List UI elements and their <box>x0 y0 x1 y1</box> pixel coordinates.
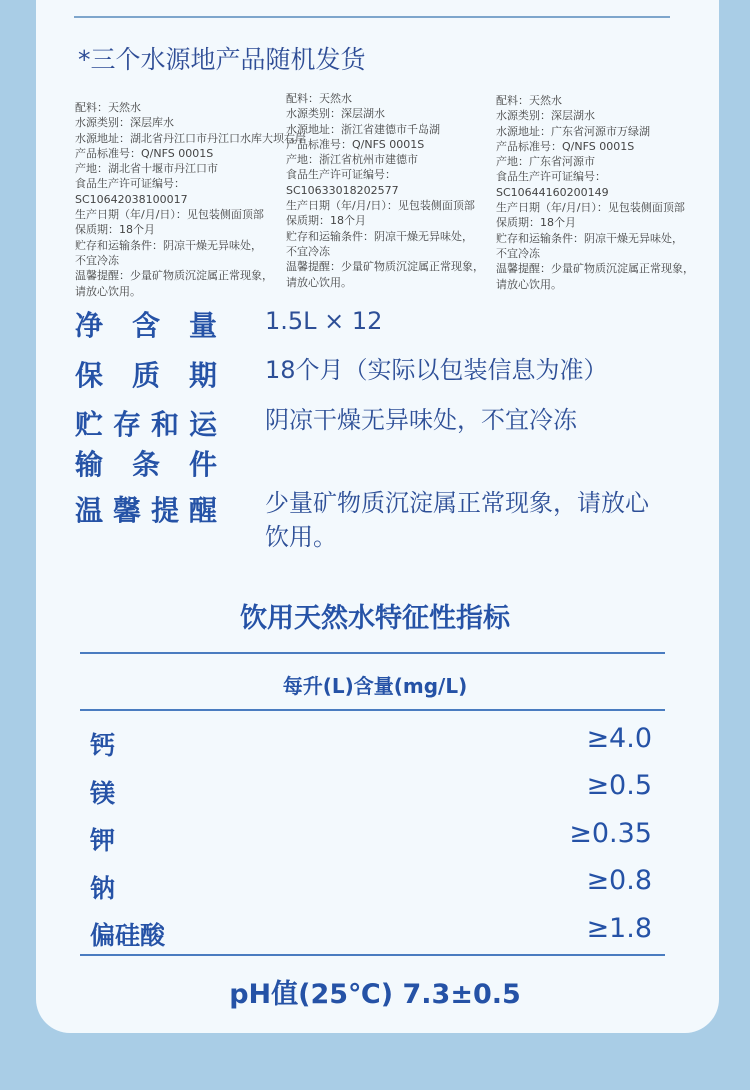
label-char: 贮 <box>75 408 104 441</box>
ph-value: pH值(25℃) 7.3±0.5 <box>229 979 521 1010</box>
shelf-life-label <box>75 354 217 394</box>
label-char: 存 <box>112 408 141 441</box>
table-header-rule <box>80 709 665 711</box>
label-char: 保 <box>75 359 104 392</box>
tip-label <box>75 489 217 529</box>
net-content-label <box>75 304 217 344</box>
label-char: 醒 <box>188 494 217 527</box>
label-char: 运 <box>188 408 217 441</box>
label-char: 件 <box>188 448 217 481</box>
table-bottom-rule <box>80 954 665 956</box>
shelf-life-value: 18个月（实际以包装信息为准） <box>265 356 608 384</box>
label-char: 和 <box>150 408 179 441</box>
mineral-calcium-label: 钙 <box>90 731 116 760</box>
source-label-danjiangkou: 配料：天然水 水源类别：深层库水 水源地址：湖北省丹江口市丹江口水库大坝右岸 产品标准号：Q/NFS 0001S 产地：湖北省十堰市丹江口市 食品生产许可证编号： SC10642038100017 生产日期（年/月/日）：见包装侧面顶部 保质期：18个月 贮存和运输条件：阴凉干燥无异味处， 不宜冷冻 温馨提醒：少量矿物质沉淀属正常现象， 请放心饮用。 <box>75 101 306 298</box>
tip-value-line: 饮用。 <box>265 523 337 551</box>
top-divider <box>74 16 670 18</box>
mineral-sodium-value: ≥0.8 <box>586 865 652 896</box>
label-char: 含 <box>131 309 160 342</box>
label-char: 质 <box>131 359 160 392</box>
mineral-magnesium-label: 镁 <box>90 779 116 808</box>
table-top-rule <box>80 652 665 654</box>
label-char: 提 <box>150 494 179 527</box>
label-char: 输 <box>75 448 104 481</box>
mineral-calcium-value: ≥4.0 <box>586 723 652 754</box>
mineral-metasilicic-acid-label: 偏硅酸 <box>90 921 166 950</box>
tip-value <box>265 486 649 554</box>
label-char: 量 <box>188 309 217 342</box>
storage-label <box>75 403 217 483</box>
source-label-wanlvhu: 配料：天然水 水源类别：深层湖水 水源地址：广东省河源市万绿湖 产品标准号：Q/NFS 0001S 产地：广东省河源市 食品生产许可证编号： SC10644160200149 生产日期（年/月/日）：见包装侧面顶部 保质期：18个月 贮存和运输条件：阴凉干燥无异味处， 不宜冷冻 温馨提醒：少量矿物质沉淀属正常现象， 请放心饮用。 <box>496 94 694 291</box>
mineral-potassium-value: ≥0.35 <box>569 818 652 849</box>
label-char: 条 <box>131 448 160 481</box>
label-char: 净 <box>75 309 104 342</box>
label-char: 馨 <box>112 494 141 527</box>
label-char: 温 <box>75 494 104 527</box>
mineral-sodium-label: 钠 <box>90 874 116 903</box>
mineral-metasilicic-acid-value: ≥1.8 <box>586 913 652 944</box>
label-char: 期 <box>188 359 217 392</box>
storage-value: 阴凉干燥无异味处，不宜冷冻 <box>265 406 577 434</box>
net-content-value: 1.5L × 12 <box>265 307 383 335</box>
source-label-qiandaohu: 配料：天然水 水源类别：深层湖水 水源地址：浙江省建德市千岛湖 产品标准号：Q/NFS 0001S 产地：浙江省杭州市建德市 食品生产许可证编号： SC10633018202577 生产日期（年/月/日）：见包装侧面顶部 保质期：18个月 贮存和运输条件：阴凉干燥无异味处， 不宜冷冻 温馨提醒：少量矿物质沉淀属正常现象， 请放心饮用。 <box>286 92 484 289</box>
mineral-magnesium-value: ≥0.5 <box>586 770 652 801</box>
shipping-note: *三个水源地产品随机发货 <box>78 45 366 74</box>
tip-value-line: 少量矿物质沉淀属正常现象，请放心 <box>265 489 649 517</box>
indicators-header: 每升(L)含量(mg/L) <box>282 674 468 698</box>
mineral-potassium-label: 钾 <box>90 826 116 855</box>
indicators-title: 饮用天然水特征性指标 <box>240 603 510 634</box>
